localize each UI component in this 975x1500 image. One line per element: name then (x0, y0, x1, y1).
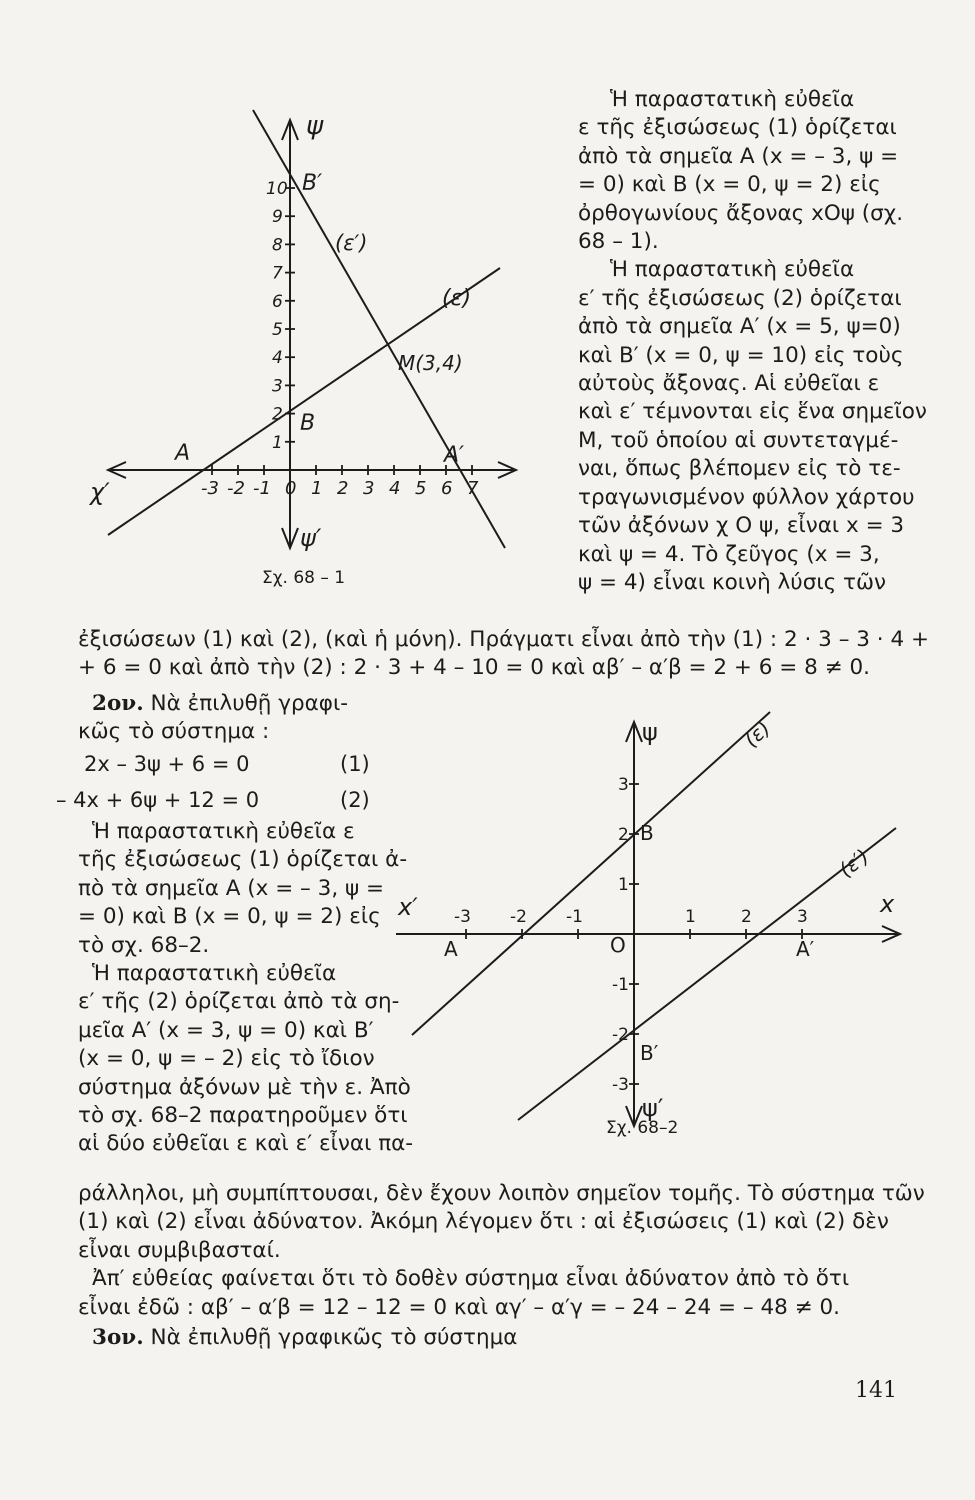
equation-1-body: 2x – 3ψ + 6 = 0 (84, 752, 250, 776)
fig1-y-tick-label: 3 (272, 376, 283, 397)
fig1-point-B: Β (300, 411, 316, 436)
text-line: εἶναι συμβιβασταί. (78, 1237, 281, 1263)
fig2-x-label: x (880, 890, 895, 918)
fig1-y-tick-label: 9 (272, 207, 283, 228)
fig2-caption: Σχ. 68–2 (606, 1118, 679, 1138)
fig1-x-tick-label: -3 (201, 478, 219, 499)
text-line: ράλληλοι, μὴ συμπίπτουσαι, δὲν ἔχουν λοιπὸν σημεῖον τομῆς. Τὸ σύστημα τῶν (78, 1181, 925, 1206)
text-line: + 6 = 0 καὶ ἀπὸ τὴν (2) : 2 · 3 + 4 – 10 = 0 καὶ αβ′ – α′β = 2 + 6 = 8 ≠ 0. (78, 655, 870, 681)
fig2-line-e (412, 712, 770, 1035)
text-line: ἀπὸ τὰ σημεῖα Α (x = – 3, ψ = (578, 143, 899, 169)
section-2-title-2: κῶς τὸ σύστημα : (78, 719, 270, 745)
text-line: Ἡ παραστατικὴ εὐθεῖα (610, 87, 855, 112)
fig1-x-tick-label: 4 (389, 478, 401, 499)
fig2-y-tick-label: 1 (618, 875, 629, 895)
text-line: ἐξισώσεων (1) καὶ (2), (καὶ ἡ μόνη). Πράγματι εἶναι ἀπὸ τὴν (1) : 2 · 3 – 3 · 4 + (78, 627, 929, 652)
text-line: ναι, ὅπως βλέπομεν εἰς τὸ τε- (578, 456, 901, 482)
fig2-y-tick-label: 3 (618, 775, 629, 795)
fig2-point-B-prime: Β′ (640, 1041, 659, 1065)
fig2-x-tick-label: 1 (685, 907, 696, 927)
text-line: ε′ τῆς (2) ὁρίζεται ἀπὸ τὰ ση- (78, 989, 400, 1015)
fig2-x-tick-label: -2 (510, 907, 527, 927)
fig2-point-A-prime: Α′ (796, 937, 815, 961)
fig1-point-A: Α (175, 441, 191, 466)
fig1-x-neg-label: χ′ (90, 478, 110, 506)
fig1-caption: Σχ. 68 – 1 (262, 568, 346, 588)
fig1-label-e-prime: (ε′) (335, 231, 368, 255)
text-line: ε τῆς ἐξισώσεως (1) ὁρίζεται (578, 115, 897, 141)
fig2-label-e: (ε) (739, 716, 775, 752)
text-line: = 0) καὶ Β (x = 0, ψ = 2) εἰς (78, 904, 381, 930)
fig1-y-tick-label: 4 (272, 348, 283, 369)
fig1-x-tick-label: 6 (441, 478, 453, 499)
text-line: τὸ σχ. 68–2. (78, 932, 210, 958)
fig2-y-tick-label: -2 (612, 1025, 629, 1045)
fig1-y-label: ψ (306, 111, 324, 141)
fig1-y-tick-label: 10 (266, 179, 288, 199)
text-line: σύστημα ἀξόνων μὲ τὴν ε. Ἀπὸ (78, 1074, 411, 1100)
fig1-point-A-prime: Α′ (444, 443, 465, 468)
text-line: ψ = 4) εἶναι κοινὴ λύσις τῶν (578, 569, 887, 595)
fig1-y-tick-label: 1 (272, 432, 283, 453)
fig1-y-tick-label: 7 (272, 263, 283, 284)
fig2-y-tick-label: -3 (612, 1075, 629, 1095)
text-line: αἱ δύο εὐθεῖαι ε καὶ ε′ εἶναι πα- (78, 1131, 414, 1157)
fig1-y-tick-label: 2 (272, 404, 283, 425)
text-line: καὶ ε′ τέμνονται εἰς ἕνα σημεῖον (578, 399, 927, 425)
fig1-point-B-prime: Β′ (302, 171, 323, 196)
text-line: 68 – 1). (578, 229, 659, 255)
fig1-point-M: Μ(3,4) (398, 351, 463, 375)
fig2-x-tick-label: 2 (741, 907, 752, 927)
text-line: καὶ ψ = 4. Τὸ ζεῦγος (x = 3, (578, 541, 880, 567)
fig2-x-tick-label: -3 (454, 907, 471, 927)
fig2-point-B: Β (640, 821, 654, 845)
fig2-x-tick-label: 3 (797, 907, 808, 927)
text-line: (1) καὶ (2) εἶναι ἀδύνατον. Ἀκόμη λέγομεν ὅτι : αἱ ἐξισώσεις (1) καὶ (2) δὲν (78, 1209, 889, 1235)
text-line: εἶναι ἐδῶ : αβ′ – α′β = 12 – 12 = 0 καὶ αγ′ – α′γ = – 24 – 24 = – 48 ≠ 0. (78, 1294, 841, 1320)
fig1-x-tick-label: 7 (467, 478, 479, 499)
text-line: Μ, τοῦ ὁποίου αἱ συντεταγμέ- (578, 427, 899, 453)
fig2-point-A: Α (444, 937, 458, 961)
equation-2-number: (2) (340, 788, 370, 812)
full-width-block-2 (78, 1180, 925, 1322)
text-line: τῆς ἐξισώσεως (1) ὁρίζεται ἀ- (78, 847, 408, 873)
fig1-y-neg-label: ψ′ (300, 524, 322, 552)
section-2-number: 2ον. (92, 691, 144, 716)
section-3-heading (92, 1324, 517, 1352)
fig1-x-tick-label: -1 (253, 478, 271, 499)
text-line: καὶ Β′ (x = 0, ψ = 10) εἰς τοὺς (578, 342, 904, 368)
fig2-y-label: ψ (642, 718, 658, 746)
section-3-number: 3ον. (92, 1325, 144, 1350)
fig2-y-neg-label: ψ′ (642, 1094, 664, 1122)
section-3-title: Νὰ ἐπιλυθῇ γραφικῶς τὸ σύστημα (150, 1325, 518, 1350)
fig1-x-tick-label: 3 (363, 478, 375, 499)
text-line: ὀρθογωνίους ἄξονας xOψ (σχ. (578, 200, 904, 226)
text-line: τὸ σχ. 68–2 παρατηροῦμεν ὅτι (78, 1103, 408, 1129)
fig1-y-tick-label: 6 (272, 291, 283, 312)
text-line: πὸ τὰ σημεῖα Α (x = – 3, ψ = (78, 875, 385, 901)
text-line: Ἡ παραστατικὴ εὐθεῖα (610, 257, 855, 283)
fig1-x-tick-label: 2 (337, 478, 349, 499)
text-line: = 0) καὶ Β (x = 0, ψ = 2) εἰς (578, 172, 881, 198)
fig1-x-tick-label: -2 (227, 478, 245, 499)
text-line: Ἀπ′ εὐθείας φαίνεται ὅτι τὸ δοθὲν σύστημα εἶναι ἀδύνατον ἀπὸ τὸ ὅτι (92, 1266, 850, 1292)
text-line: τραγωνισμένον φύλλον χάρτου (578, 484, 915, 510)
text-line: Ἡ παραστατικὴ εὐθεῖα (92, 961, 337, 987)
fig1-y-tick-label: 5 (272, 320, 283, 340)
fig1-label-e: (ε) (442, 286, 472, 311)
fig1-x-tick-label: 1 (311, 478, 323, 499)
equation-2-body: – 4x + 6ψ + 12 = 0 (56, 788, 260, 812)
text-line: (x = 0, ψ = – 2) εἰς τὸ ἴδιον (78, 1046, 375, 1072)
text-line: μεῖα Α′ (x = 3, ψ = 0) καὶ Β′ (78, 1017, 374, 1043)
section-3-line (92, 1324, 517, 1352)
fig2-line-e-prime (518, 828, 896, 1120)
fig2-x-neg-label: x′ (398, 893, 418, 921)
page-number: 141 (855, 1378, 897, 1403)
text-line: ἀπὸ τὰ σημεῖα Α′ (x = 5, ψ=0) (578, 314, 901, 340)
fig2-origin-label: Ο (610, 933, 626, 957)
fig1-x-tick-label: 5 (415, 478, 427, 499)
equation-1-number: (1) (340, 752, 370, 776)
text-line: αὐτοὺς ἄξονας. Αἱ εὐθεῖαι ε (578, 371, 880, 397)
fig2-y-tick-label: 2 (618, 825, 629, 845)
fig2-x-tick-label: -1 (566, 907, 583, 927)
section-2-title-1: Νὰ ἐπιλυθῇ γραφι- (150, 691, 349, 716)
text-line: Ἡ παραστατικὴ εὐθεῖα ε (92, 819, 355, 844)
fig1-x-tick-label: 0 (285, 478, 297, 499)
fig2-label-e-prime: (ε′) (834, 843, 874, 882)
fig2-y-tick-label: -1 (612, 975, 629, 995)
fig1-y-tick-label: 8 (272, 235, 283, 256)
text-line: τῶν ἀξόνων χ Ο ψ, εἶναι x = 3 (578, 513, 905, 539)
text-line: ε′ τῆς ἐξισώσεως (2) ὁρίζεται (578, 285, 902, 311)
